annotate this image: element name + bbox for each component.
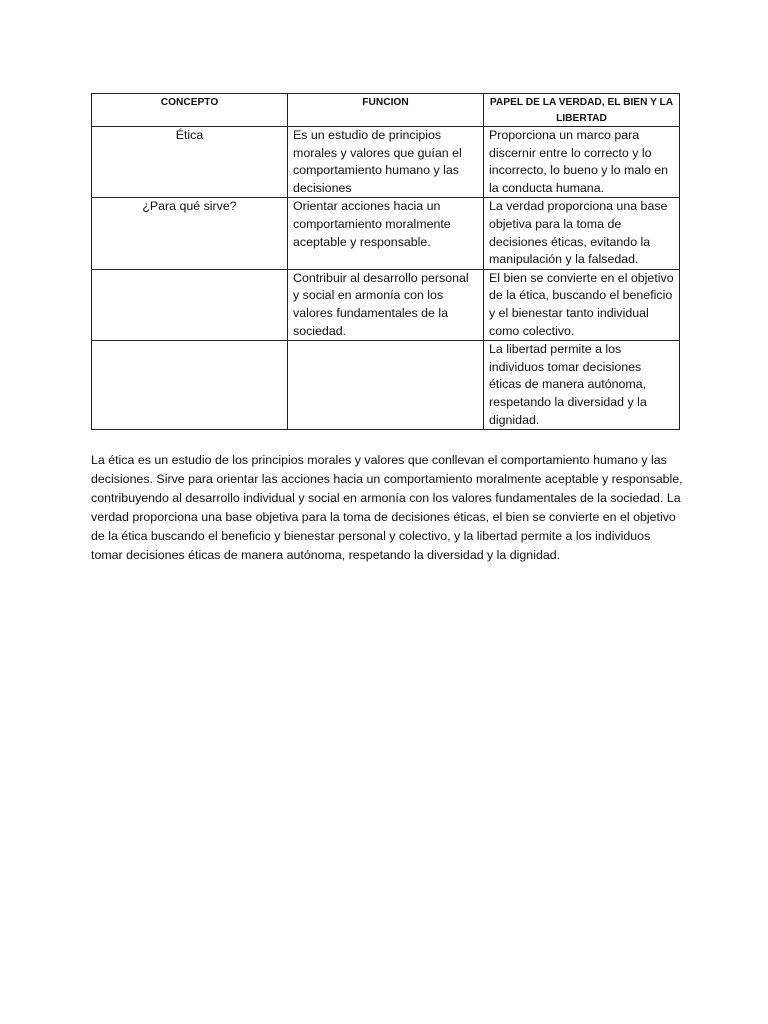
cell-papel: La libertad permite a los individuos tomar decisiones éticas de manera autónoma, respetando la diversidad y la dignidad. (484, 341, 680, 430)
cell-concepto: Ética (92, 127, 288, 198)
header-concepto: CONCEPTO (92, 94, 288, 127)
table-row (92, 198, 680, 269)
table-header-row (92, 94, 680, 127)
cell-papel: La verdad proporciona una base objetiva para la toma de decisiones éticas, evitando la manipulación y la falsedad. (484, 198, 680, 269)
cell-funcion: Orientar acciones hacia un comportamiento moralmente aceptable y responsable. (288, 198, 484, 269)
cell-concepto (92, 341, 288, 430)
cell-papel: El bien se convierte en el objetivo de la ética, buscando el beneficio y el bienestar tanto individual como colectivo. (484, 269, 680, 340)
cell-concepto (92, 269, 288, 340)
cell-funcion: Es un estudio de principios morales y valores que guían el comportamiento humano y las decisiones (288, 127, 484, 198)
ethics-table (91, 93, 680, 430)
cell-papel: Proporciona un marco para discernir entre lo correcto y lo incorrecto, lo bueno y lo malo en la conducta humana. (484, 127, 680, 198)
table-row (92, 269, 680, 340)
header-funcion: FUNCION (288, 94, 484, 127)
table-row (92, 341, 680, 430)
header-papel: PAPEL DE LA VERDAD, EL BIEN Y LA LIBERTAD (484, 94, 680, 127)
cell-concepto: ¿Para qué sirve? (92, 198, 288, 269)
table-row (92, 127, 680, 198)
cell-funcion (288, 341, 484, 430)
cell-funcion: Contribuir al desarrollo personal y social en armonía con los valores fundamentales de la sociedad. (288, 269, 484, 340)
summary-paragraph: La ética es un estudio de los principios morales y valores que conllevan el comportamiento humano y las decisiones. Sirve para orientar las acciones hacia un comportamiento moralmente aceptable y responsable, contribuyendo al desarrollo individual y social en armonía con los valores fundamentales de la sociedad. La verdad proporciona una base objetiva para la toma de decisiones éticas, el bien se convierte en el objetivo de la ética buscando el beneficio y bienestar personal y colectivo, y la libertad permite a los individuos tomar decisiones éticas de manera autónoma, respetando la diversidad y la dignidad. (91, 453, 683, 562)
